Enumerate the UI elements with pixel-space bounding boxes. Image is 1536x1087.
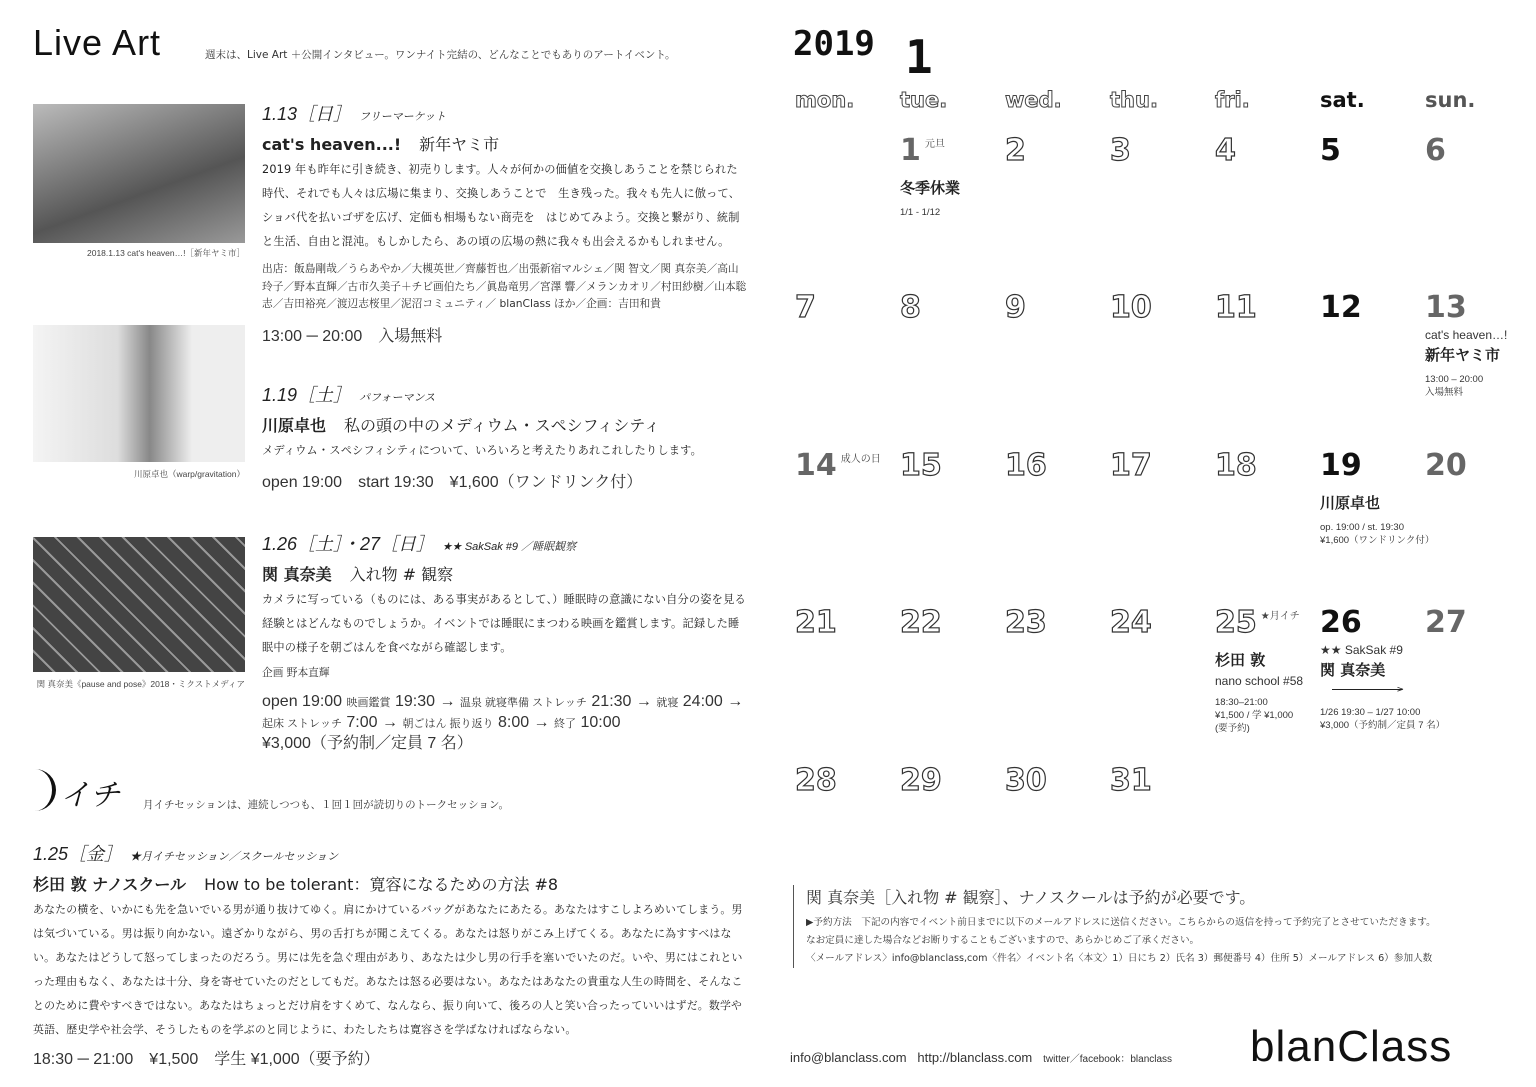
event-title: 私の頭の中のメディウム・スペシフィシティ	[344, 416, 661, 435]
day-number: 21	[795, 605, 837, 640]
day-event-detail: 1/1 - 1/12	[900, 207, 941, 218]
day-event-name-text: 冬季休業	[900, 179, 961, 197]
day-number: 4	[1215, 133, 1236, 168]
day-number: 5	[1320, 133, 1341, 168]
event-title: 新年ヤミ市	[419, 135, 500, 154]
schedule-item: 21:30 →	[591, 692, 652, 710]
footer-url[interactable]: http://blanclass.com	[917, 1050, 1033, 1065]
photo-caption: 川原卓也（warp/gravitation）	[133, 469, 245, 479]
day-event-detail: 13:00 – 20:00 入場無料	[1425, 374, 1484, 398]
day-number: 7	[795, 290, 816, 325]
day-event-name-text: 関 真奈美	[1320, 661, 1386, 679]
day-number: 15	[900, 448, 942, 483]
tsukiichi-tagline: 月イチセッションは、連続しつつも、１回１回が読切りのトークセッション。	[143, 799, 510, 811]
day-event-name	[1320, 659, 1425, 698]
day-number: 23	[1005, 605, 1047, 640]
day-number: 22	[900, 605, 942, 640]
event-body: あなたの横を、いかにも先を急いでいる男が通り抜けてゆく。肩にかけているバッグがあなたにあたる。あなたはすこしよろめいてしまう。男は気づいている。男は振り向かない。遠ざかりながら、男の舌打ちが聞こえてくる。あなたは怒りがこみ上げてくる。あなたに為すすべはない。あなたはどうして怒ってしまったのだろう。男には先を急ぐ理由があり、あなたは少し男の行手を塞いでいたのだ。いや、男にはこれといった理由もなく、あなたは十分、身を寄せていたのだとしてもだ。あなたは怒る必要はない。あなたはあなたの貴重な人生の時間を、そんなことのために費やすべきではない。あなたはちょっとだけ肩をすくめて、なんなら、振り向いて、後ろの人と笑い合ったっていいはずだ。数学や英語、歴史学や社会学、そうしたものを学ぶのと同じように、わたしたちは寛容さを学ばなければならない。	[33, 903, 743, 1036]
day-number: 2	[1005, 133, 1026, 168]
calendar-day[interactable]	[1320, 135, 1425, 167]
day-number: 27	[1425, 605, 1467, 640]
tsukiichi-event	[33, 840, 748, 1069]
calendar-day[interactable]	[1005, 765, 1110, 797]
calendar-day[interactable]	[1110, 765, 1215, 797]
day-event-subtitle: nano school #58	[1215, 674, 1304, 688]
footer-email[interactable]: info@blanclass.com	[790, 1050, 907, 1065]
event-title: 入れ物 # 観察	[349, 565, 454, 584]
calendar-day[interactable]	[1110, 135, 1215, 167]
day-event-name-text: 川原卓也	[1320, 494, 1381, 512]
day-number: 3	[1110, 133, 1131, 168]
schedule-item: 就寝	[656, 696, 679, 709]
calendar-day[interactable]	[1215, 607, 1320, 735]
photo-caption: 2018.1.13 cat's heaven…!［新年ヤミ市］	[87, 248, 245, 258]
calendar-day[interactable]	[900, 765, 1005, 797]
schedule-item: 終了	[554, 717, 577, 730]
event-time: 18:30 ─ 21:00 ¥1,500 学生 ¥1,000（要予約）	[33, 1051, 380, 1068]
crescent-moon-icon	[33, 768, 57, 812]
calendar-day[interactable]	[795, 292, 900, 324]
weekday-header: sun.	[1425, 88, 1476, 112]
day-number: 16	[1005, 448, 1047, 483]
photo-caption: 関 真奈美《pause and pose》2018・ミクストメディア	[36, 679, 245, 689]
event-body: メディウム・スペシフィシティについて、いろいろと考えたりあれこれしたりします。	[262, 444, 702, 457]
day-number: 29	[900, 763, 942, 798]
schedule-item: 朝ごはん 振り返り	[402, 717, 494, 730]
event-organizer: 企画 野本直輝	[262, 666, 330, 679]
event-date: 1.26［土］・27［日］	[262, 534, 435, 554]
day-event-name	[900, 177, 1005, 198]
event-photo-1	[33, 104, 245, 243]
notice-heading: 関 真奈美［入れ物 # 観察］、ナノスクールは予約が必要です。	[806, 888, 1256, 907]
event-date: 1.25［金］	[33, 844, 123, 864]
calendar-day[interactable]	[900, 135, 1005, 219]
calendar-day[interactable]	[1320, 448, 1435, 547]
event-3	[262, 530, 747, 754]
event-schedule	[262, 692, 747, 754]
schedule-item: 19:30 →	[394, 692, 456, 710]
event-date: 1.19［土］	[262, 385, 352, 405]
event-time: open 19:00 start 19:30 ¥1,600（ワンドリンク付）	[262, 474, 643, 491]
schedule-item: 7:00 →	[346, 713, 398, 731]
calendar-day[interactable]	[900, 450, 1005, 482]
event-category: パフォーマンス	[359, 392, 436, 404]
day-event-name-text: 新年ヤミ市	[1425, 346, 1501, 364]
notice-line: なお定員に達した場合などお断りすることもございますので、あらかじめご了承ください。	[806, 935, 1200, 946]
day-note: 元旦	[924, 139, 945, 150]
calendar-day[interactable]	[1425, 292, 1530, 399]
event-category: ★★ SakSak #9 ／睡眠観察	[442, 541, 577, 553]
day-note: ★月イチ	[1260, 611, 1300, 622]
day-note: 成人の日	[840, 454, 881, 465]
event-title: How to be tolerant：寛容になるための方法 #8	[204, 875, 559, 894]
calendar-day[interactable]	[1110, 450, 1215, 482]
day-number: 11	[1215, 290, 1257, 325]
day-number: 31	[1110, 763, 1152, 798]
calendar-day[interactable]	[1215, 292, 1320, 324]
arrow-right-icon: >	[1332, 689, 1402, 690]
day-number: 1	[900, 133, 921, 168]
footer-contact	[790, 1050, 1172, 1065]
calendar-day[interactable]	[900, 292, 1005, 324]
day-number: 20	[1425, 448, 1467, 483]
day-number: 26	[1320, 605, 1362, 640]
weekday-header: mon.	[795, 88, 855, 112]
day-number: 6	[1425, 133, 1446, 168]
live-art-logo: Live Art	[33, 22, 162, 63]
calendar-day[interactable]	[1110, 292, 1215, 324]
day-number: 17	[1110, 448, 1152, 483]
event-date: 1.13［日］	[262, 104, 352, 124]
calendar-day[interactable]	[1215, 135, 1320, 167]
day-event-detail: 1/26 19:30 – 1/27 10:00 ¥3,000（予約制／定員 7 名）	[1320, 707, 1446, 731]
reservation-notice	[793, 885, 1513, 968]
event-artist: 杉田 敦 ナノスクール	[33, 875, 187, 894]
day-number: 12	[1320, 290, 1362, 325]
weekday-header: sat.	[1320, 88, 1365, 112]
day-number: 25	[1215, 605, 1257, 640]
schedule-item: 24:00 →	[682, 692, 744, 710]
calendar-day[interactable]	[1110, 607, 1215, 639]
day-event-detail: 18:30–21:00 ¥1,500 / 学 ¥1,000 (要予約)	[1215, 697, 1294, 734]
day-number: 10	[1110, 290, 1152, 325]
calendar-day[interactable]	[900, 607, 1005, 639]
day-event-name	[1425, 344, 1530, 365]
event-1	[262, 100, 747, 346]
calendar-day[interactable]	[795, 450, 900, 482]
event-category: フリーマーケット	[359, 111, 447, 123]
schedule-item: 起床 ストレッチ	[262, 717, 342, 730]
event-artist: cat's heaven...!	[262, 135, 402, 154]
event-artist: 川原卓也	[262, 416, 327, 435]
schedule-item: 10:00	[580, 713, 621, 731]
day-event-subtitle: cat's heaven…!	[1425, 328, 1508, 342]
tsukiichi-logo: イチ	[60, 778, 120, 813]
schedule-item: 映画鑑賞	[346, 696, 391, 709]
event-category: ★月イチセッション／スクールセッション	[130, 851, 339, 863]
footer-social[interactable]: twitter／facebook：blanclass	[1043, 1054, 1173, 1065]
day-number: 14	[795, 448, 837, 483]
event-photo-2	[33, 325, 245, 462]
event-time: 13:00 ─ 20:00 入場無料	[262, 327, 443, 345]
event-artist: 関 真奈美	[262, 565, 332, 584]
calendar-month: 1	[905, 30, 933, 84]
calendar-day[interactable]	[1005, 292, 1110, 324]
live-art-tagline: 週末は、Live Art ＋公開インタビュー。ワンナイト完結の、どんなことでもありのアートイベント。	[205, 49, 676, 61]
calendar-day[interactable]	[1320, 292, 1425, 324]
calendar-day[interactable]	[1215, 450, 1320, 482]
weekday-header: wed.	[1005, 88, 1062, 112]
weekday-header: fri.	[1215, 88, 1250, 112]
event-2	[262, 381, 747, 492]
day-number: 30	[1005, 763, 1047, 798]
day-number: 13	[1425, 290, 1467, 325]
day-event-detail: op. 19:00 / st. 19:30 ¥1,600（ワンドリンク付）	[1320, 522, 1435, 546]
day-number: 24	[1110, 605, 1152, 640]
calendar-day[interactable]	[1005, 135, 1110, 167]
event-body: カメラに写っている（ものには、ある事実があるとして、）睡眠時の意識にない自分の姿を見る経験とはどんなものでしょうか。イベントでは睡眠にまつわる映画を鑑賞します。記録した睡眠中の様子を朝ごはんを食べながら確認します。	[262, 593, 746, 654]
day-number: 9	[1005, 290, 1026, 325]
calendar-day[interactable]	[1425, 450, 1530, 482]
calendar-day[interactable]	[795, 607, 900, 639]
day-event-name	[1320, 492, 1425, 513]
day-number: 19	[1320, 448, 1362, 483]
notice-method: ▶予約方法 下記の内容でイベント前日までに以下のメールアドレスに送信ください。こちらからの返信を持って予約完了とさせていただきます。	[806, 917, 1436, 928]
day-event-subtitle: ★★ SakSak #9	[1320, 643, 1403, 657]
event-price: ¥3,000（予約制／定員 7 名）	[262, 734, 473, 752]
day-number: 8	[900, 290, 921, 325]
event-body: 2019 年も昨年に引き続き、初売りします。人々が何かの価値を交換しあうことを禁じられた時代、それでも人々は広場に集まり、交換しあうことで 生き残った。我々も先人に倣って、ショバ代を払いゴザを広げ、定価も相場もない商売を はじめてみよう。交換と繋がり、統制と生活、自由と混沌。もしかしたら、あの頃の広場の熱に我々も出会えるかもしれません。	[262, 163, 741, 248]
weekday-header: tue.	[900, 88, 948, 112]
schedule-item: 8:00 →	[497, 713, 550, 731]
schedule-item: 温泉 就寝準備 ストレッチ	[459, 696, 587, 709]
event-credits: 出店：飯島剛哉／うらあやか／大槻英世／齊藤哲也／出張新宿マルシェ／関 智文／関 真奈美／高山玲子／野本直輝／古市久美子＋チビ画伯たち／眞島竜男／宮澤 響／メランカオリ／村田紗樹／山本聡志／吉田裕亮／渡辺志桜里／泥沼コミュニティ／ blanClass ほか／企画：吉田和貴	[262, 262, 747, 310]
calendar-day[interactable]	[1005, 450, 1110, 482]
day-event-name-text: 杉田 敦	[1215, 651, 1266, 669]
weekday-header: thu.	[1110, 88, 1158, 112]
day-number: 18	[1215, 448, 1257, 483]
event-photo-3	[33, 537, 245, 672]
blanclass-logo: blanClass	[1250, 1022, 1453, 1071]
calendar-day[interactable]	[1005, 607, 1110, 639]
calendar-day[interactable]	[1425, 135, 1530, 167]
day-event-name	[1215, 649, 1320, 670]
calendar-day[interactable]	[1320, 605, 1446, 732]
calendar-day[interactable]	[795, 765, 900, 797]
calendar-day[interactable]	[1425, 607, 1530, 639]
calendar-year: 2019	[793, 24, 875, 64]
schedule-item: open 19:00	[262, 692, 343, 710]
day-number: 28	[795, 763, 837, 798]
notice-format: 〈メールアドレス〉info@blanclass,com〈件名〉イベント名〈本文〉1）日にち 2）氏名 3）郵便番号 4）住所 5）メールアドレス 6）参加人数	[806, 953, 1433, 964]
